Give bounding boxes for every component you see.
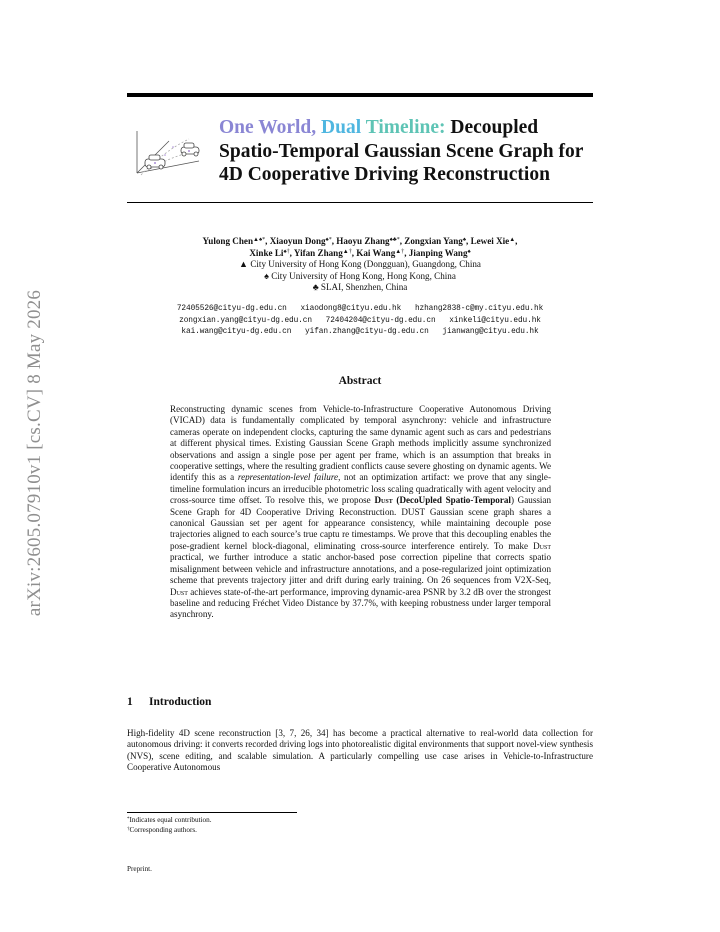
method-name-dust: Dust bbox=[170, 586, 188, 597]
author-affil-mark: ♠† bbox=[283, 248, 290, 255]
title-word-one-world: One World, bbox=[219, 117, 317, 138]
abstract-emphasis: representation-level failure bbox=[237, 472, 339, 483]
author-affil-mark: ▲ bbox=[509, 237, 516, 243]
abstract-text: practical, we further introduce a static anchor-based pose correction pipeline that corrects spatio misalignment between vehicle and infrastructure annotations, and a pose-regularized joint optimization scheme that prevents trajectory jitter and drift during early training. On 26 sequences from V2X-Seq, bbox=[170, 552, 551, 586]
email-line: kai.wang@cityu-dg.edu.cn yifan.zhang@cityu-dg.edu.cn jianwang@cityu.edu.hk bbox=[181, 328, 539, 337]
footnote-equal-contribution bbox=[127, 815, 212, 825]
section-heading-introduction bbox=[127, 696, 211, 708]
title-word-timeline: Timeline: bbox=[365, 117, 446, 138]
title-word-dual: Dual bbox=[321, 117, 362, 138]
introduction-paragraph: High-fidelity 4D scene reconstruction [3, 7, 26, 34] has become a practical alternative to real-world data collection for autonomous driving: it converts recorded driving logs into photorealistic digital environments that support novel-view synthesis (NVS), scene editing, and scalable simulation. A particularly compelling use case arises in Vehicle-to-Infrastructure Cooperative Autonomous bbox=[127, 728, 593, 773]
abstract-text: Reconstructing dynamic scenes from Vehicle-to-Infrastructure Cooperative Autonomous Driving (VICAD) data is fundamentally complicated by temporal asynchrony: vehicle and infrastructure cameras operate on independent clocks, capturing the same dynamic agent such as cars and pedestrians at different physical times. Existing Gaussian Scene Graph methods implicitly assume synchronized observations and assign a single pose per agent per frame, which is an assumption that breaks in cooperative settings, where the resulting gradient conflicts cause severe ghosting on dynamic agents. We identify this as a bbox=[170, 404, 551, 483]
abstract-text: ( bbox=[396, 495, 400, 506]
abstract-text: ) Gaussian Scene Graph for 4D Cooperative Driving Reconstruction. DUST Gaussian scene graph shares a canonical Gaussian set per agent for appearance consistency, while maintaining decouple pose trajectories aligned to each source’s true captu re timestamps. We prove that this decoupling enables the pose-gradient kernel block-diagonal, eliminating cross-source interference entirely. To make bbox=[170, 495, 552, 551]
arxiv-sidebar-stamp bbox=[20, 260, 50, 645]
footnote-rule bbox=[127, 812, 297, 813]
footnote-mark: * bbox=[127, 817, 130, 822]
cooperative-driving-logo bbox=[129, 121, 209, 179]
author-names: Yulong Chen▲♠*, Xiaoyun Dong♠*, Haoyu Zhang♠♣*, Zongxian Yang♠, Lewei Xie▲, Xinke Li♠†, Yifan Zhang▲†, Kai Wang▲†, Jianping Wang♠ bbox=[202, 236, 518, 258]
author-name: Xinke Li bbox=[249, 247, 284, 258]
author-affil-mark: ♠ bbox=[467, 248, 471, 255]
footnote-mark: † bbox=[127, 827, 130, 832]
author-name: Yifan Zhang bbox=[293, 247, 343, 258]
author-block bbox=[127, 236, 593, 294]
footnote-corresponding bbox=[127, 825, 212, 835]
title-rest: Decoupled Spatio-Temporal Gaussian Scene Graph for 4D Cooperative Driving Reconstruction bbox=[219, 117, 584, 185]
author-affil-mark: ♠♣* bbox=[389, 237, 400, 243]
method-name-expansion: DecoUpled Spatio-Temporal bbox=[399, 495, 511, 506]
preprint-label: Preprint. bbox=[127, 865, 152, 873]
author-name: Haoyu Zhang bbox=[336, 236, 390, 246]
author-affil-mark: ▲♠* bbox=[253, 237, 266, 243]
author-name: Zongxian Yang bbox=[404, 236, 463, 246]
footnote-text: Indicates equal contribution. bbox=[129, 816, 212, 824]
footnotes bbox=[127, 815, 212, 835]
footnote-text: Corresponding authors. bbox=[129, 826, 197, 834]
author-name: Lewei Xie bbox=[470, 236, 510, 246]
title-bottom-rule bbox=[127, 202, 593, 203]
method-name-dust: Dust bbox=[374, 495, 393, 506]
author-emails bbox=[127, 304, 593, 339]
author-affil-mark: ♠* bbox=[325, 237, 332, 243]
title-top-rule bbox=[127, 93, 593, 97]
author-name: Yulong Chen bbox=[202, 236, 254, 246]
abstract-text: , not an optimization artifact: we prove that any single-timeline formulation incurs an irreducible photometric loss scaling quadratically with agent velocity and cross-source time offset. To resolve this, we propose bbox=[170, 472, 551, 506]
email-line: zongxian.yang@cityu-dg.edu.cn 72404204@cityu-dg.edu.cn xinkeli@cityu.edu.hk bbox=[179, 316, 541, 325]
abstract-heading: Abstract bbox=[338, 375, 382, 387]
author-name: Xiaoyun Dong bbox=[269, 236, 326, 246]
abstract-body bbox=[170, 404, 551, 621]
author-name: Jianping Wang bbox=[408, 247, 468, 258]
author-affil-mark: ♠ bbox=[462, 237, 467, 243]
paper-title bbox=[219, 116, 595, 187]
author-name: Kai Wang bbox=[356, 247, 396, 258]
affiliation-line: ♣ SLAI, Shenzhen, China bbox=[312, 282, 408, 293]
affiliation-line: ♠ City University of Hong Kong, Hong Kong, China bbox=[264, 270, 456, 281]
method-name-dust: Dust bbox=[533, 540, 552, 551]
section-number: 1 bbox=[127, 696, 133, 708]
section-title: Introduction bbox=[149, 696, 212, 708]
author-affil-mark: ▲† bbox=[395, 248, 405, 255]
abstract-text: achieves state-of-the-art performance, improving dynamic-area PSNR by 3.2 dB over the strongest baseline and reducing Fréchet Video Distance by 37.7%, with keeping robustness under larger temporal asynchrony. bbox=[170, 586, 551, 620]
affiliation-line: ▲ City University of Hong Kong (Dongguan), Guangdong, China bbox=[239, 259, 481, 270]
arxiv-id: arXiv:2605.07910v1 [cs.CV] 8 May 2026 bbox=[24, 289, 45, 616]
author-affil-mark: ▲† bbox=[342, 248, 352, 255]
email-line: 72405526@cityu-dg.edu.cn xiaodong8@cityu.edu.hk hzhang2838-c@my.cityu.edu.hk bbox=[176, 305, 544, 313]
